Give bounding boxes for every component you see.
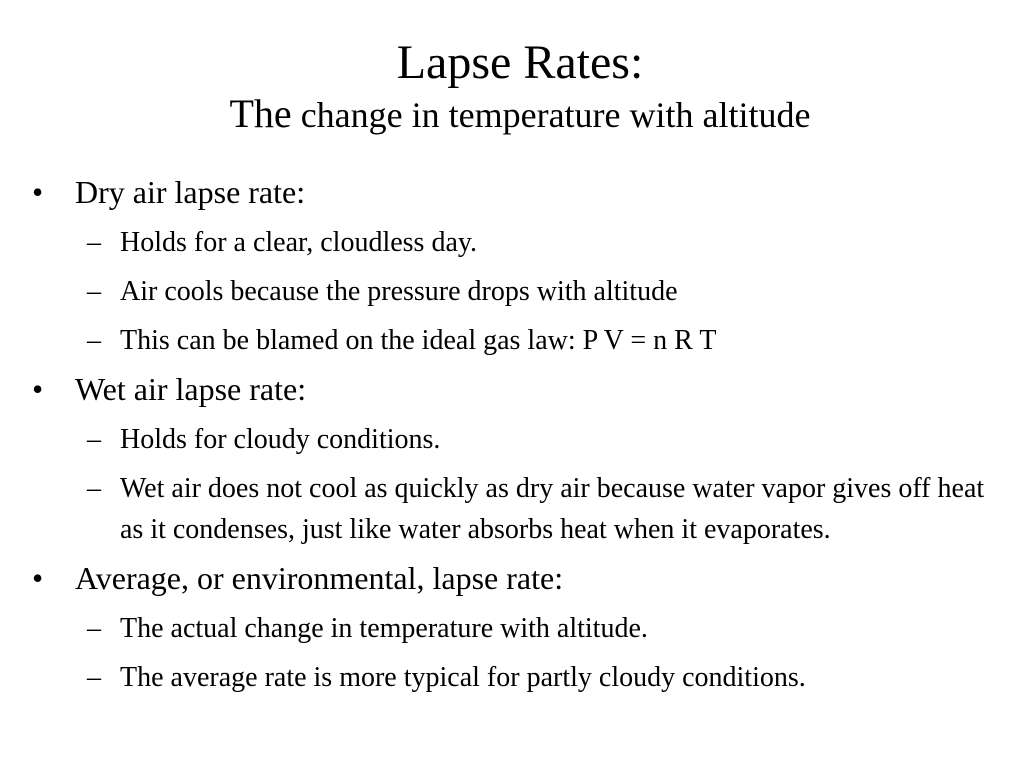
title-main: Lapse Rates: bbox=[396, 36, 644, 89]
title-subtitle-lead: The bbox=[229, 91, 292, 136]
sub-bullet-text: This can be blamed on the ideal gas law: P V = n R T bbox=[120, 325, 717, 356]
bullet-dot-icon: • bbox=[32, 371, 44, 407]
group-average bbox=[32, 558, 1002, 698]
dash-icon: – bbox=[87, 424, 101, 455]
sub-bullet-dry-1 bbox=[32, 222, 1002, 263]
sub-bullet-text: The average rate is more typical for partly cloudy conditions. bbox=[120, 662, 806, 693]
bullet-dry-air bbox=[32, 172, 1002, 212]
sub-bullet-text: Holds for cloudy conditions. bbox=[120, 424, 441, 455]
dash-icon: – bbox=[87, 325, 101, 356]
group-wet-air bbox=[32, 369, 1002, 550]
slide-title bbox=[0, 34, 1024, 137]
dash-icon: – bbox=[87, 473, 101, 504]
sub-bullet-text: The actual change in temperature with altitude. bbox=[120, 613, 648, 644]
sub-bullet-wet-1 bbox=[32, 419, 1002, 460]
sub-bullet-wet-2 bbox=[32, 468, 1002, 550]
sub-bullet-text: Wet air does not cool as quickly as dry air because water vapor gives off heat as it condenses, just like water absorbs heat when it evaporates. bbox=[120, 473, 985, 545]
bullet-wet-air bbox=[32, 369, 1002, 409]
bullet-dot-icon: • bbox=[32, 174, 44, 210]
bullet-wet-air-label: Wet air lapse rate: bbox=[75, 371, 307, 407]
bullet-dot-icon: • bbox=[32, 560, 44, 596]
bullet-average bbox=[32, 558, 1002, 598]
bullet-average-label: Average, or environmental, lapse rate: bbox=[75, 560, 564, 596]
group-dry-air bbox=[32, 172, 1002, 361]
bullet-list bbox=[32, 172, 1002, 706]
sub-bullet-dry-3 bbox=[32, 320, 1002, 361]
sub-bullet-average-1 bbox=[32, 608, 1002, 649]
title-subtitle bbox=[0, 92, 1024, 137]
title-subtitle-rest: change in temperature with altitude bbox=[291, 95, 811, 135]
dash-icon: – bbox=[87, 613, 101, 644]
dash-icon: – bbox=[87, 662, 101, 693]
sub-bullet-dry-2 bbox=[32, 271, 1002, 312]
sub-bullet-text: Air cools because the pressure drops with altitude bbox=[120, 276, 678, 307]
sub-bullet-average-2 bbox=[32, 657, 1002, 698]
dash-icon: – bbox=[87, 276, 101, 307]
dash-icon: – bbox=[87, 227, 101, 258]
bullet-dry-air-label: Dry air lapse rate: bbox=[75, 174, 306, 210]
sub-bullet-text: Holds for a clear, cloudless day. bbox=[120, 227, 478, 258]
